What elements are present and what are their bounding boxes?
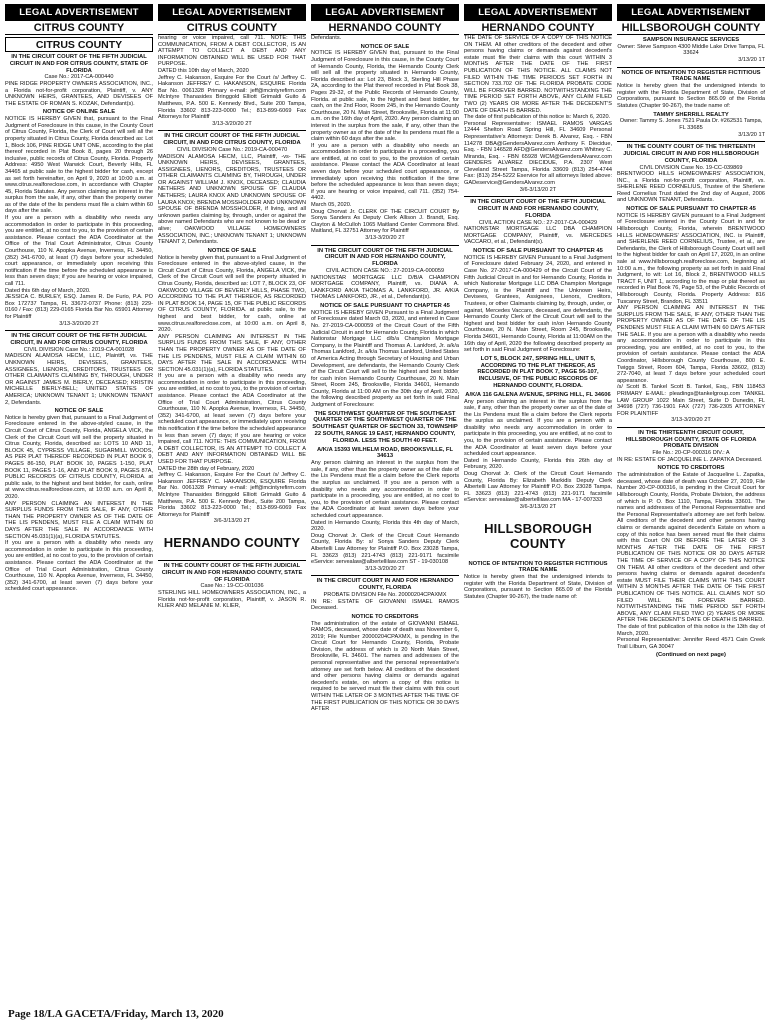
notice-body: Any person claiming an interest in the surplus from the sale, if any, other than the property owner as of the date of the Lis Pendens must file a claim before the Clerk reports the surplus as unclaimed. If you are a person with a disability who needs any accommodation in order to participate in this proceeding, you are entitled, at no cost to you, to the provision of certain assistance. Please contact the ADA Coordinator at least seven days before your scheduled court appearance. <box>464 398 612 458</box>
attorney-signature: Jeffrey C. Hakanson, Esquire For the Court /s/ Jeffrey C. Hakanson JEFFREY C. HAKANSON, ESQUIRE Florida Bar No. 0061328 Primary e-mail: jeff@mcintyrefirm.com McIntyre Thanasides Bringgold Elliott Grimaldi Guito & Matthews, P.A. 500 E. Kennedy Blvd., Suite 200 Tampa, Florida 33602 813-223-0000 Tel.; 813-899-6069 Fax Attorneys for Plaintiff <box>158 74 306 121</box>
notice-body: Notice is hereby given that, pursuant to a Final Judgment of Foreclosure entered in the above-styled cause, in the Circuit Court of Citrus County, Florida, ANGELA VICK, the Clerk of the Circuit Court will sell the property situated in Citrus County, Florida, described as: LOTS 10 AND 11, BLOCK 45, CYPRESS VILLAGE, SUGARMILL WOODS, AS PER PLAT THEREOF RECORDED IN PLAT BOOK 9, PAGES 86-150, PLAT BOOK 10, PAGES 1-150, PLAT BOOK 11, PAGES 1-16, AND PLAT BOOK 9, PAGES 87A, PUBLIC RECORDS OF CITRUS COUNTY, FLORIDA. at public sale, to the highest and best bidder, for cash, online at www.citrus.realforeclose.com, at 10:00 a.m. on April 8, 2020. <box>5 414 153 501</box>
court-heading: IN THE CIRCUIT COURT OF THE FIFTH JUDICIAL CIRCUIT IN AND FOR HERNANDO COUNTY, FLORIDA <box>317 247 453 268</box>
case-number: CIVIL ACTION CASE NO.: 27-2019-CA-000059 <box>325 268 445 274</box>
notice-body: THE DATE OF SERVICE OF A COPY OF THIS NOTICE ON THEM. All other creditors of the decedent and other persons having claims or demands against decedent's estate must file their claims with this court WITHIN 3 MONTHS AFTER THE DATE OF THE FIRST PUBLICATION OF THIS NOTICE. ALL CLAIMS NOT FILED WITHIN THE TIME PERIODS SET FORTH IN SECTION 733.702 OF THE FLORIDA PROBATE CODE WILL BE FOREVER BARRED. NOTWITHSTANDING THE TIME PERIOD SET FORTH ABOVE, ANY CLAIM FILED TWO (2) YEARS OR MORE AFTER THE DECEDENT'S DATE OF DEATH IS BARRED. <box>464 35 612 114</box>
legal-advertisement-header: LEGAL ADVERTISEMENT <box>617 4 765 21</box>
attorney-signature: Jeffrey C. Hakanson, Esquire For the Court /s/ Jeffrey C. Hakanson JEFFREY C. HAKANSON, ESQUIRE Florida Bar No. 0061328 Primary e-mail: jeff@mcintyrefirm.com McIntyre Thanasides Bringgold Elliott Grimaldi Guito & Matthews, P.A. 500 E. Kennedy Blvd., Suite 200 Tampa, Florida 33602 813-223-0000 Tel.; 813-899-6069 Fax Attorneys for Plaintiff <box>158 472 306 518</box>
case-number: CIVIL ACTION CASE NO.: 27-2017-CA-000429 <box>478 219 598 226</box>
run-dates: 3/13-3/20/20 2T <box>212 120 252 127</box>
court-heading: IN THE CIRCUIT COURT OF THE FIFTH JUDICIAL CIRCUIT, IN AND FOR CITRUS COUNTY, FLORIDA <box>10 333 148 346</box>
notice-body: Notice is hereby given that the undersigned intends to register with the Florida Department of State, Division of Corporations, pursuant to Section 865.09 of the Florida Statutes (Chapter 90-267), the trade name of: <box>464 574 612 600</box>
court-heading: IN THE COUNTY COURT OF THE FIFTH JUDICIAL CIRCUIT IN AND FOR HERNANDO COUNTY, STATE OF FLORIDA <box>161 562 303 583</box>
notice-body: Notice is hereby given that the undersigned intends to register with the Florida Department of State, Division of Corporations, pursuant to Section 865.09 of the Florida Statutes (Chapter 90-267), the trade name of: <box>617 83 765 109</box>
notice-body: If you are a person with a disability who needs any accommodation in order to participate in this proceeding, you are entitled, at no cost to you, to the provision of certain assistance. Please contact the ADA Coordinator at the Office of Trial Court Administration, Citrus County Courthouse, 110 N. Apopka Avenue, Inverness, FL 34450, (352) 341-6700, at least seven (7) days before your scheduled court appearance. <box>5 540 153 593</box>
notice-body: NOTICE IS HEREBY GIVEN Pursuant to a Final Judgment of Foreclosure dated February 24, 2020, and entered in Case No. 27-2017-CA-000429 of the Circuit Court of the Fifth Judicial Circuit in and for Hernando County, Florida in which Nationstar Mortgage LLC DBA Champion Mortgage Company, is the Plaintiff and The Unknown Heirs, Devisees, Grantees, Assignees, Lienors, Creditors, Trustees, or other Claimants claiming by, through, under, or against, Mercedes Vaccaro, deceased, are defendants, the Hernando County Clerk of the Circuit Court will sell to the highest and best bidder for cash in/on Hernando County Courthouse, 20 N. Main Street, Room 245, Brooksville, Florida 34601, Hernando County, Florida at 11:00AM on the 16th day of April, 2020 the following described property as set forth in said Final Judgment of Foreclosure: <box>464 254 612 354</box>
column-4 <box>464 4 612 1004</box>
parties: PINE RIDGE PROPERTY OWNERS ASSOCIATION, INC., a Florida not-for-profit corporation, Plaintiff, v. ANY UNKNOWN HEIRS, GRANTEES, AND DEVISEES OF THE ESTATE OF ROMAN S. KOZAK, Defendant(s). <box>5 80 153 107</box>
notice-body: ANY PERSON CLAIMING AN INTEREST IN THE SURPLUS FUNDS FROM THIS SALE, IF ANY, OTHER THAN THE PROPERTY OWNER AS OF THE DATE OF THE LIS PENDENS, MUST FILE A CLAIM WITHIN 60 DAYS AFTER THE SALE IN ACCORDANCE WITH SECTION 45.031(1)(a), FLORIDA STATUTES. <box>158 333 306 373</box>
divider <box>311 245 459 246</box>
notice-body: Any person claiming an interest in the surplus from the sale, if any, other than the property owner as of the date of the Lis Pendens must file a claim before the Clerk reports the surplus as unclaimed. If you are a person with a disability who needs any accommodation in order to participate in a proceeding, you are entitled, at no cost to you, to the provision of certain assistance. Please contact the ADA Coordinator at least seven days before your scheduled court appearance. <box>311 460 459 519</box>
divider <box>617 67 765 68</box>
parties: MADISON ALAMOSA HECM, LLC, Plaintiff, -vs- THE UNKNOWN HEIRS, DEVISEES, GRANTEES, ASSIGNEES, LIENORS, CREDITORS, TRUSTEES OR OTHER CLAIMANTS CLAIMING BY, THROUGH, UNDER OR AGAINST WILLIAM J. KNOX, DECEASED; CLAUDIA NETHERS AND UNKNOWN SPOUSE OF CLAUDIA NETHERS; LAURA KNOX AND UNKNOWN SPOUSE OF LAURA KNOX; BRENDA MOSSHOLDER AND UNKNOWN SPOUSE OF BRENDA MOSSHOLDER, if living, and all unknown parties claiming by, through, under or against the above named Defendants who are not known to be dead or alive; OAKWOOD VILLAGE HOMEOWNERS ASSOCIATION, INC.; UNKNOWN TENANT 1; UNKNOWN TENANT 2, Defendants. <box>158 153 306 246</box>
divider <box>311 575 459 576</box>
notice-body: NOTICE IS HEREBY GIVEN pursuant to a Final Judgment of Foreclosure entered in the County Court in and for Hillsborough County, Florida, wherein BRENTWOOD HILLS HOMEOWNERS' ASSOCIATION, INC. is Plaintiff, and SHERLENE REED CORNELIUS, Trustee, et al., are Defendants, the Clerk of Hillsborough County Court will sell to the highest bidder for cash on April 17, 2020, in an online sale at www.hillsborough.realforeclose.com, beginning at 10:00 a.m., the following property as set forth in said Final Judgment, to wit: Lot 16, Block 2, BRENTWOOD HILLS TRACT F, UNIT 1, according to the map or plat thereof as recorded in Plat Book 76, Page 53, of the Public Records of Hillsborough County, Florida. Property Address: 816 Tuscanny Street, Brandon, FL 33511 <box>617 212 765 305</box>
property-address: A/K/A 116 GALENA AVENUE, SPRING HILL, FL 34606 <box>465 391 611 398</box>
dated-line: March 05, 2020. <box>311 202 352 209</box>
notice-heading: NOTICE OF SALE <box>54 408 104 415</box>
dated-line: Dated in Hernando County, Florida this 26th day of February, 2020. <box>464 457 612 471</box>
case-number: File No.: 20-CP-000316 DIV.: A <box>652 450 730 457</box>
case-number: PROBATE DIVISION File No. 20000204CPAXMX <box>323 591 447 598</box>
county-section-title: HERNANDO COUNTY <box>163 534 301 550</box>
column-3 <box>311 4 459 1004</box>
court-heading: IN THE COUNTY COURT OF THE THIRTEENTH JUDICIAL CIRCUIT IN AND FOR HILLSBOROUGH COUNTY, FLORIDA <box>623 144 759 164</box>
attorney-signature: Doug Chorvat Jr. Clerk of the Circuit Court Hernando County, Florida By: s/ Sonya Sanders Deputy Clerk Albertelli Law Attorney for Plaintiff P.O. Box 23028 Tampa, FL 33623 (813) 221-4743 (813) 221-9171 facsimile eService: servealaw@albertellilaw.com ST - 19-030108 <box>311 532 459 566</box>
county-heading: CITRUS COUNTY <box>158 21 306 35</box>
notice-body: The administration of the estate of GIOVANNI ISMAEL RAMOS, deceased, whose date of death was November 6, 2019; File Number 20000204CPAXMX, is pending in the Circuit Court for Hernando County, Florida, Probate Division, the address of which is 20 North Main Street, Brooksville, FL 34601. The names and addresses of the personal representative and the personal representative's attorney are set forth below. All creditors of the decedent and other persons having claims or demands against decedent's estate, on whom a copy of this notice is required to be served must file their claims with this court WITHIN THE LATER OF 3 MONTHS AFTER THE TIME OF THE FIRST PUBLICATION OF THIS NOTICE OR 30 DAYS AFTER <box>311 620 459 713</box>
column-2 <box>158 4 306 1004</box>
notice-heading: NOTICE OF SALE PURSUANT TO CHAPTER 45 <box>626 206 756 213</box>
county-heading-box <box>5 37 153 52</box>
representative-info: Personal Representative: Jennifer Reed 4571 Cain Creek Trail Lilburn, GA 30047 <box>617 637 765 650</box>
continued-note: (Continued on next page) <box>656 652 726 659</box>
notice-body: NOTICE IS HEREBY GIVEN that, pursuant to the Final Judgment of Foreclosure in this cause, in the County Court of Hernando County, Florida, the Hernando County Clerk will sell all the property situated in Hernando County, Florida described as: Lot 23, Block 3, Sterling Hill Phase 2A, according to the Plat thereof recorded in Plat Book 38, Pages 29-32, of the Public Records of Hernando County, Florida. at public sale, to the highest and best bidder, for cash, on the 2nd Floor, Room 245, in the Hernando County Courthouse, 20 N. Main Street, Brooksville, Florida at 11:00 a.m. on the 16th day of April, 2020. Any person claiming an interest in the surplus from the sale, if any, other than the property owner as of the date of the lis pendens must file a claim within 60 days after the sale. <box>311 50 459 143</box>
parties: NATIONSTAR MORTGAGE LLC D/B/A CHAMPION MORTGAGE COMPANY, Plaintiff, vs. DIANA A. LANKFORD A/K/A THOMAS A. LANKFORD, JR. A/K/A THOMAS LANKFORD, JR., et al., Defendant(s). <box>311 274 459 301</box>
notice-body: ANY PERSON CLAIMING AN INTEREST IN THE SURPLUS FUNDS FROM THIS SALE, IF ANY, OTHER THAN THE PROPERTY OWNER AS OF THE DATE OF THE LIS PENDENS, MUST FILE A CLAIM WITHIN 60 DAYS AFTER THE SALE IN ACCORDANCE WITH SECTION 45.031(1)(a), FLORIDA STATUTES. <box>5 500 153 540</box>
divider <box>158 130 306 131</box>
parties: IN RE: ESTATE OF JACQUELINE L. ZAPATKA Deceased. <box>617 456 763 463</box>
legal-advertisement-header: LEGAL ADVERTISEMENT <box>464 4 612 21</box>
parties: MADISON ALAMOSA HECM, LLC, Plaintiff, vs. THE UNKNOWN HEIRS, DEVISEES, GRANTEES, ASSIGNEES, LIENORS, CREDITORS, TRUSTEES OR OTHER CLAIMANTS CLAIMING BY, THROUGH, UNDER OR AGAINST JAMES M. BIERLY, DECEASED; KRISTIN MICHELLE BIERLY-BELL; UNITED STATES OF AMERICA; UNKNOWN TENANT 1; UNKNOWN TENANT 2, Defendants. <box>5 353 153 406</box>
case-number: CIVIL DIVISION Case No. 19-CC-039869 <box>639 164 743 171</box>
divider <box>5 330 153 331</box>
newspaper-page <box>5 4 765 1004</box>
legal-advertisement-header: LEGAL ADVERTISEMENT <box>311 4 459 21</box>
dated-line: Dated this 6th day of March, 2020. <box>5 287 91 294</box>
notice-heading: NOTICE OF INTENTION TO REGISTER FICTITIOUS TRADE NAME <box>468 560 608 574</box>
notice-body: The date of first publication of this notice is: March 6, 2020. <box>464 114 611 121</box>
column-1 <box>5 4 153 1004</box>
run-dates: 3/13-3/20/20 2T <box>59 320 99 327</box>
attorney-signature: JESSICA C. BURLEY, ESQ. James R. De Furio, P.A. PO Box 172737 Tampa, FL 33672-0737 Phone: (813) 229-0160 / Fax: (813) 229-0165 Florida Bar No. 65901 Attorney for Plaintiff <box>5 294 153 320</box>
parties: NATIONSTAR MORTGAGE LLC DBA CHAMPION MORTGAGE COMPANY, Plaintiff, vs. MERCEDES VACCARO, et al., Defendant(s). <box>464 226 612 246</box>
run-dates: 3/6-3/13/20 2T <box>519 504 557 510</box>
dated-line: DATED this 10th day of March, 2020 <box>158 67 249 74</box>
run-dates: 3/13-3/20/20 2T <box>671 417 711 424</box>
case-number: CIVIL DIVISION Case No.: 2019-CA-001028 <box>23 346 135 353</box>
legal-advertisement-header: LEGAL ADVERTISEMENT <box>5 4 153 21</box>
divider <box>617 141 765 142</box>
court-heading: IN THE CIRCUIT COURT OF THE FIFTH JUDICIAL CIRCUIT, IN AND FOR CITRUS COUNTY, FLORIDA <box>163 133 301 147</box>
notice-body: NOTICE IS HEREBY GIVEN that, pursuant to the Final Judgment of Foreclosure in this cause, in the County Court of Citrus County, Florida, the Clerk of Court will sell all the property situated in Citrus County, Florida described as: Lot 1, Block 106, PINE RIDGE UNIT ONE, according to the plat thereof recorded in Plat Book 8, pages 20 through 26 inclusive, public records of Citrus County, Florida. Property Address: 4950 West Warwick Court, Beverly Hills, FL 34465 at public sale to the highest bidder for cash, except as set forth hereinafter, on April 9, 2020 at 10:00 a.m. at www.citrus.realforeclose.com, in accordance with Chapter 45, Florida Statutes. Any person claiming an interest in the surplus from the sale, if any, other than the property owner as of the date of the lis pendens must file a claim within 60 days after the sale. <box>5 116 153 215</box>
county-heading: HERNANDO COUNTY <box>464 21 612 35</box>
owner-info: Owner: Tammy S. Jones 7521 Paula Dr. #262531 Tampa, FL 33685 <box>619 118 763 131</box>
run-dates: 3/13-3/20/20 2T <box>365 565 405 572</box>
dated-line: DATED the 28th day of February, 2020 <box>158 465 255 472</box>
county-heading: CITRUS COUNTY <box>35 39 123 51</box>
run-dates: 3/13/20 1T <box>738 56 765 63</box>
notice-body: Notice is hereby given that, pursuant to a Final Judgment of Foreclosure entered in the above-styled cause, in the Circuit Court of Citrus County, Florida, ANGELA VICK, the Clerk of the Circuit Court will sell the property situated in Citrus County, Florida, described as: LOT 7, BLOCK 23, OF OAKWOOD VILLAGE OF BEVERLY HILLS, PHASE TWO, ACCORDING TO THE PLAT THEREOF, AS RECORDED IN PLAT BOOK 14, PAGE 15, OF THE PUBLIC RECORDS OF CITRUS COUNTY, FLORIDA. at public sale, to the highest and best bidder, for cash, online at www.citrus.realforeclose.com, at 10:00 a.m. on April 8, 2020. <box>158 254 306 334</box>
case-number: Case No.: 2017-CA-000440 <box>44 74 114 81</box>
trade-name: TAMMY SHERRILL REALTY <box>653 111 729 118</box>
notice-heading: NOTICE OF SALE <box>207 247 257 254</box>
run-dates: 3/13-3/20/20 2T <box>365 235 405 242</box>
page-footer: Page 18/LA GACETA/Friday, March 13, 2020 <box>8 1008 224 1020</box>
case-number: Case No.: 19-CC-001036 <box>200 583 264 590</box>
county-heading: HILLSBOROUGH COUNTY <box>617 21 765 35</box>
legal-description: LOT 5, BLOCK 247, SPRING HILL, UNIT 5, ACCORDING TO THE PLAT THEREOF, AS RECORDED IN PLAT BOOK 7, PAGE 56-107, INCLUSIVE, OF THE PUBLIC RECORDS OF HERNANDO COUNTY, FLORIDA. <box>477 355 599 389</box>
county-title-line: HILLSBOROUGH <box>484 520 592 536</box>
notice-body: The date of first publication of this notice is the 13th day of March, 2020. <box>617 623 765 637</box>
case-number: CIVIL DIVISION Case No.: 2019-CA-000470 <box>176 146 288 153</box>
attorney-signature: Personal Representative: ISMAEL RAMOS VARGAS 12444 Shelton Road Spring Hill, FL 34609 Personal Representative's Attorneys: Derek B. Alvarez, Esq. - FBN 114278 DBA@GendersAlvarez.com Anthony F. Diecidue, Esq. - FBN 146528 AFD@GendersAlvarez.com Whitney C. Miranda, Esq. - FBN 65928 WCM@GendersAlvarez.com GENDERS ALVAREZ DIECIDUE, P.A. 2307 West Cleveland Street Tampa, Florida 33609 (813) 254-4744 Fax: (813) 254-5222 Eservice for all attorneys listed above: GADeservice@GendersAlvarez.com <box>464 120 612 187</box>
court-heading: IN THE THIRTEENTH CIRCUIT COURT, HILLSBOROUGH COUNTY, STATE OF FLORIDA PROBATE DIVISION <box>625 429 757 450</box>
court-heading: IN THE CIRCUIT COURT OF THE FIFTH JUDICIAL CIRCUIT IN AND FOR HERNANDO COUNTY, FLORIDA <box>470 199 606 219</box>
run-dates: 3/6-3/13/20 2T <box>519 186 557 193</box>
notice-body: If you are a person with a disability who needs any accommodation in order to participate in this proceeding, you are entitled, at no cost to you, to the provision of certain assistance. Please contact the ADA Coordinator at the Office of the Trial Court Administrator, Citrus County Courthouse, 110 N. Apopka Avenue, Inverness, FL 34450, (352) 341-6700, at least (7) days before your scheduled court appearance, or immediately upon receiving this notification if the time before the scheduled appearance is less than seven days; if you are hearing or voice impaired, call 711. <box>5 215 153 287</box>
divider <box>464 196 612 197</box>
attorney-signature: Doug Chorvat Jr. CLERK OF THE CIRCUIT COURT By Sonya Sanders As Deputy Clerk Allison J. Brandt, Esq. Clayton & McCulloh 1065 Maitland Center Commons Blvd. Maitland, FL 32751 Attorney for Plaintiff <box>311 208 459 235</box>
county-heading: CITRUS COUNTY <box>5 21 153 35</box>
dated-line: Dated in Hernando County, Florida this 4th day of March, 2020. <box>311 519 459 533</box>
notice-body: ANY PERSON CLAIMING AN INTEREST IN THE SURPLUS FROM THE SALE, IF ANY, OTHER THAN THE PROPERTY OWNER AS OF THE DATE OF THE LIS PENDENS MUST FILE A CLAIM WITHIN 60 DAYS AFTER THE SALE. If you are a person with a disability who needs any accommodation in order to participate in this proceeding, you are entitled, at no cost to you, to the provision of certain assistance. Please contact the ADA Coordinator, Hillsborough County Courthouse, 800 E. Twiggs Street, Room 604, Tampa, Florida 33602, (813) 272-7040, at least 7 days before your scheduled court appearance. <box>617 305 765 384</box>
run-dates: 3/6-3/13/20 2T <box>213 518 251 525</box>
divider <box>617 427 765 428</box>
column-5 <box>617 4 765 1004</box>
trade-name: SAMPSON INSURANCE SERVICES <box>642 37 740 43</box>
legal-advertisement-header: LEGAL ADVERTISEMENT <box>158 4 306 21</box>
court-heading: IN THE CIRCUIT COURT IN AND FOR HERNANDO COUNTY, FLORIDA <box>316 578 454 592</box>
run-dates: 3/13/20 1T <box>738 131 765 138</box>
parties: IN RE: ESTATE OF GIOVANNI ISMAEL RAMOS Deceased. <box>311 598 459 612</box>
notice-heading: NOTICE OF SALE <box>360 43 410 50</box>
legal-description: THE SOUTHWEST QUARTER OF THE SOUTHEAST QUARTER OF THE SOUTHWEST QUARTER OF THE SOUTHEAST QUARTER OF SECTION 33, TOWNSHIP 22 SOUTH, RANGE 19 EAST, HERNANDO COUNTY, FLORIDA. LESS THE SOUTH 40 FEET. <box>312 410 458 444</box>
property-address: A/K/A 15393 WILHELM ROAD, BROOKSVILLE, FL 34613 <box>316 446 454 460</box>
notice-body: The administration of the Estate of Jacqueline L. Zapatka, deceased, whose date of death was October 27, 2019, File Number 20-CP-000316, is pending in the Circuit Court for Hillsborough County, Florida, Probate Division, the address of which is P. O. Box 1110, Tampa, Florida 33601. The names and addresses of the Personal Representative and the Personal Representative's attorney are set forth below. All creditors of the decedent and other persons having claims or demands against decedent's Estate on whom a copy of this notice has been served must file their claims with this Court ON OR BEFORE THE LATER OF 3 MONTHS AFTER THE DATE OF THE FIRST PUBLICATION OF THIS NOTICE OR 30 DAYS AFTER THE TIME OF SERVICE OF A COPY OF THIS NOTICE ON THEM. All other creditors of the decedent and other persons having claims or demands against decedent's estate MUST FILE THEIR CLAIMS WITH THIS COURT WITHIN 3 MONTHS AFTER THE DATE OF THE FIRST PUBLICATION OF THIS NOTICE. ALL CLAIMS NOT SO FILED WILL BE FOREVER BARRED. NOTWITHSTANDING THE TIME PERIOD SET FORTH ABOVE, ANY CLAIM FILED TWO (2) YEARS OR MORE AFTER THE DECEDENT'S DATE OF DEATH IS BARRED. <box>617 472 765 624</box>
notice-heading: NOTICE OF INTENTION TO REGISTER FICTITIOUS TRADE NAME <box>621 69 761 83</box>
notice-heading: NOTICE OF SALE PURSUANT TO CHAPTER 45 <box>320 302 450 309</box>
county-heading: HERNANDO COUNTY <box>311 21 459 35</box>
notice-heading: NOTICE OF SALE PURSUANT TO CHAPTER 45 <box>473 248 603 255</box>
notice-heading: NOTICE TO CREDITORS <box>657 465 725 472</box>
notice-body: If you are a person with a disability who needs any accommodation in order to participate in this proceeding, you are entitled, at no cost to you, to the provision of certain assistance. Please contact the ADA Coordinator at the Office of Trial Court Administration, Citrus County Courthouse, 110 N. Apopka Avenue, Inverness, FL 34450, (352) 341-6700, at least seven (7) days before your scheduled court appearance, or immediately upon receiving this notification if the time before the scheduled appearance is less than seven (7) days; if you are hearing or voice impaired, call 711. NOTE: THIS COMMUNICATION, FROM A DEBT COLLECTOR, IS AN ATTEMPT TO COLLECT A DEBT AND ANY INFORMATION OBTAINED WILL BE USED FOR THAT PURPOSE. <box>158 373 306 466</box>
parties: Defendants. <box>311 35 342 41</box>
notice-body: hearing or voice impaired, call 711. NOTE: THIS COMMUNICATION, FROM A DEBT COLLECTOR, IS AN ATTEMPT TO COLLECT A DEBT AND ANY INFORMATION OBTAINED WILL BE USED FOR THAT PURPOSE. <box>158 35 306 68</box>
notice-heading: NOTICE OF ONLINE SALE <box>42 109 116 116</box>
owner-info: Owner: Steve Sampson 4300 Middle Lake Drive Tampa, FL 33624 <box>617 43 765 57</box>
attorney-signature: /s/ Scott B. Tankel Scott B. Tankel, Esq., FBN 118453 PRIMARY E-MAIL: pleadings@tankelgroup.com TANKEL LAW GROUP 1022 Main Street, Suite D Dunedin, FL 34698 (727) 736-1901 FAX (727) 736-2305 ATTORNEY FOR PLAINTIFF <box>617 384 765 417</box>
notice-body: If you are a person with a disability who needs an accommodation in order to participate in a proceeding, you are entitled, at no cost to you, to the provision of certain assistance. Please contact the ADA Coordinator at least seven days before your scheduled court appearance, or immediately upon receiving this notification if the time before the scheduled appearance is less than seven days; if you are hearing or voice impaired, call 711. (352) 754-4402. <box>311 142 459 202</box>
parties: BRENTWOOD HILLS HOMEOWNERS' ASSOCIATION, INC., a Florida not-for-profit corporation, Plaintiff, vs. SHERLENE REED CORNELIUS, Trustee of the Sherlene Reed Cornelius Trust dated the 2nd day of August, 2006 and UNKNOWN TENANT, Defendants. <box>617 171 765 204</box>
divider <box>158 560 306 561</box>
parties: STERLING HILL HOMEOWNERS ASSOCIATION, INC., a Florida not-for-profit corporation, Plaintiff, v. JASON R. KLIER AND MELANIE M. KLIER, <box>158 589 306 610</box>
notice-body: NOTICE IS HEREBY GIVEN Pursuant to a Final Judgment of Foreclosure dated March 03, 2020, and entered in Case No. 27-2019-CA-000059 of the Circuit Court of the Fifth Judicial Circuit in and for Hernando County, Florida in which Nationstar Mortgage LLC d/b/a Champion Mortgage Company, is the Plaintiff and Thomas A. Lankford, Jr. a/k/a Thomas Lankford, Jr. a/k/a Thomas Lankford, United States of America Acting through Secretary of Housing and Urban Development, are defendants, the Hernando County Clerk of the Circuit Court will sell to the highest and best bidder for cash in/on Hernando County Courthouse, 20 N. Main Street, Room 245, Brooksville, Florida 34601, Hernando County, Florida at 11:00 AM on the 30th day of April, 2020, the following described property as set forth in said Final Judgment of Foreclosure: <box>311 309 459 409</box>
county-title-line: COUNTY <box>509 535 567 551</box>
notice-heading: NOTICE TO CREDITORS <box>351 613 419 620</box>
county-section-title <box>464 521 612 551</box>
attorney-signature: Doug Chorvat Jr. Clerk of the Circuit Court Hernando County, Florida By: Elizabeth Markidis Deputy Clerk Albertelli Law Attorney for Plaintiff P.O. Box 23028 Tampa, FL 33623 (813) 221-4743 (813) 221-9171 facsimile eService: servealaw@albertellilaw.com MA - 17-007333 <box>464 471 612 504</box>
court-heading: IN THE CIRCUIT COURT OF THE FIFTH JUDICIAL CIRCUIT IN AND FOR CITRUS COUNTY, STATE OF FLORIDA <box>9 54 149 74</box>
